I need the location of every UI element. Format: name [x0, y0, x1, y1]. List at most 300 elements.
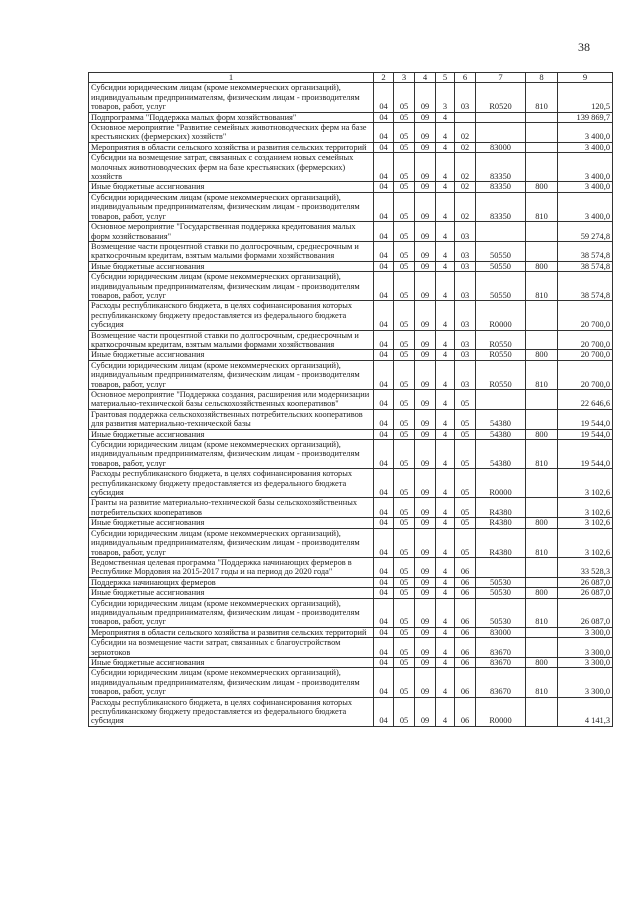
table-row [89, 390, 613, 410]
row-code-c6: 03 [455, 330, 476, 350]
row-code-c7: R0550 [476, 360, 526, 389]
row-code-c4: 09 [415, 272, 436, 301]
header-cell: 9 [558, 73, 613, 83]
row-code-c4: 09 [415, 440, 436, 469]
row-code-c5: 4 [436, 330, 455, 350]
row-amount: 3 400,0 [558, 142, 613, 152]
row-code-c4: 09 [415, 429, 436, 439]
row-code-c6: 03 [455, 350, 476, 360]
row-code-c8: 800 [526, 429, 558, 439]
header-cell: 3 [394, 73, 415, 83]
row-code-c5: 4 [436, 528, 455, 557]
row-amount: 22 646,6 [558, 390, 613, 410]
row-code-c8 [526, 469, 558, 498]
row-code-c8 [526, 390, 558, 410]
row-code-c4: 09 [415, 182, 436, 192]
header-cell: 5 [436, 73, 455, 83]
row-code-c3: 05 [394, 390, 415, 410]
row-code-c5: 4 [436, 123, 455, 143]
row-code-c8 [526, 498, 558, 518]
row-amount: 26 087,0 [558, 598, 613, 627]
table-row [89, 627, 613, 637]
row-name: Иные бюджетные ассигнования [89, 350, 374, 360]
row-name: Иные бюджетные ассигнования [89, 518, 374, 528]
row-code-c7: R0550 [476, 350, 526, 360]
row-name: Мероприятия в области сельского хозяйства и развития сельских территорий [89, 627, 374, 637]
row-code-c5: 4 [436, 301, 455, 330]
row-code-c5: 4 [436, 627, 455, 637]
row-code-c4: 09 [415, 588, 436, 598]
row-code-c2: 04 [374, 182, 394, 192]
row-code-c4: 09 [415, 192, 436, 221]
row-code-c8: 810 [526, 440, 558, 469]
row-code-c2: 04 [374, 330, 394, 350]
row-amount: 3 400,0 [558, 182, 613, 192]
row-amount: 20 700,0 [558, 350, 613, 360]
row-code-c3: 05 [394, 598, 415, 627]
table-row [89, 498, 613, 518]
row-name: Возмещение части процентной ставки по долгосрочным, среднесрочным и краткосрочным кредитам, взятым малыми формами хозяйствования [89, 241, 374, 261]
table-row [89, 272, 613, 301]
row-code-c5: 4 [436, 657, 455, 667]
row-name: Подпрограмма "Поддержка малых форм хозяйствования" [89, 112, 374, 122]
row-code-c5: 4 [436, 350, 455, 360]
row-amount: 120,5 [558, 83, 613, 112]
row-name: Субсидии юридическим лицам (кроме некоммерческих организаций), индивидуальным предпринимателям, физическим лицам - производителям товаров, работ, услуг [89, 440, 374, 469]
row-code-c6: 05 [455, 528, 476, 557]
row-name: Субсидии юридическим лицам (кроме некоммерческих организаций), индивидуальным предпринимателям, физическим лицам - производителям товаров, работ, услуг [89, 528, 374, 557]
row-code-c3: 05 [394, 409, 415, 429]
row-code-c4: 09 [415, 261, 436, 271]
row-code-c6: 03 [455, 241, 476, 261]
row-code-c4: 09 [415, 528, 436, 557]
row-code-c4: 09 [415, 638, 436, 658]
row-amount: 3 300,0 [558, 638, 613, 658]
row-code-c2: 04 [374, 627, 394, 637]
row-code-c2: 04 [374, 440, 394, 469]
row-code-c2: 04 [374, 469, 394, 498]
table-row [89, 588, 613, 598]
row-code-c6: 05 [455, 390, 476, 410]
row-code-c3: 05 [394, 638, 415, 658]
row-code-c4: 09 [415, 598, 436, 627]
row-code-c7: R4380 [476, 528, 526, 557]
row-name: Расходы республиканского бюджета, в целях софинансирования которых республиканскому бюджету предоставляется из федерального бюджета субсидия [89, 469, 374, 498]
table-row [89, 697, 613, 726]
row-code-c7: 83670 [476, 638, 526, 658]
row-code-c8: 800 [526, 518, 558, 528]
row-name: Субсидии юридическим лицам (кроме некоммерческих организаций), индивидуальным предпринимателям, физическим лицам - производителям товаров, работ, услуг [89, 192, 374, 221]
row-code-c8 [526, 142, 558, 152]
row-amount: 3 400,0 [558, 123, 613, 143]
row-name: Гранты на развитие материально-технической базы сельскохозяйственных потребительских кооперативов [89, 498, 374, 518]
table-row [89, 657, 613, 667]
row-code-c4: 09 [415, 360, 436, 389]
row-name: Расходы республиканского бюджета, в целях софинансирования которых республиканскому бюджету предоставляется из федерального бюджета субсидия [89, 301, 374, 330]
row-code-c7 [476, 123, 526, 143]
row-code-c2: 04 [374, 697, 394, 726]
row-code-c6: 06 [455, 657, 476, 667]
row-code-c4: 09 [415, 112, 436, 122]
row-code-c5: 4 [436, 638, 455, 658]
row-code-c6: 06 [455, 627, 476, 637]
row-code-c7: 50530 [476, 577, 526, 587]
row-code-c3: 05 [394, 272, 415, 301]
table-row [89, 668, 613, 697]
row-code-c3: 05 [394, 261, 415, 271]
row-code-c3: 05 [394, 440, 415, 469]
row-code-c3: 05 [394, 528, 415, 557]
row-code-c8: 810 [526, 192, 558, 221]
row-code-c2: 04 [374, 272, 394, 301]
row-code-c6: 06 [455, 638, 476, 658]
row-code-c6: 05 [455, 409, 476, 429]
row-code-c3: 05 [394, 192, 415, 221]
row-code-c8: 810 [526, 598, 558, 627]
row-code-c8: 800 [526, 261, 558, 271]
row-code-c8 [526, 241, 558, 261]
row-name: Субсидии юридическим лицам (кроме некоммерческих организаций), индивидуальным предпринимателям, физическим лицам - производителям товаров, работ, услуг [89, 360, 374, 389]
row-code-c8: 800 [526, 588, 558, 598]
row-code-c2: 04 [374, 668, 394, 697]
row-code-c5: 4 [436, 390, 455, 410]
row-code-c8 [526, 627, 558, 637]
row-code-c2: 04 [374, 577, 394, 587]
row-name: Основное мероприятие "Государственная поддержка кредитования малых форм хозяйствования" [89, 222, 374, 242]
table-row [89, 261, 613, 271]
table-row [89, 330, 613, 350]
row-code-c6: 02 [455, 142, 476, 152]
row-code-c7: 54380 [476, 429, 526, 439]
row-code-c8 [526, 153, 558, 182]
row-code-c6: 05 [455, 518, 476, 528]
row-code-c6: 05 [455, 498, 476, 518]
row-code-c3: 05 [394, 350, 415, 360]
row-amount: 4 141,3 [558, 697, 613, 726]
table-row [89, 222, 613, 242]
row-code-c3: 05 [394, 429, 415, 439]
row-code-c7: R4380 [476, 498, 526, 518]
row-amount: 59 274,8 [558, 222, 613, 242]
row-amount: 3 102,6 [558, 469, 613, 498]
row-code-c2: 04 [374, 142, 394, 152]
row-code-c3: 05 [394, 182, 415, 192]
row-code-c5: 4 [436, 429, 455, 439]
row-code-c6: 02 [455, 123, 476, 143]
row-amount: 19 544,0 [558, 440, 613, 469]
row-code-c6: 05 [455, 469, 476, 498]
row-code-c2: 04 [374, 153, 394, 182]
row-amount: 3 102,6 [558, 518, 613, 528]
row-code-c3: 05 [394, 588, 415, 598]
row-code-c2: 04 [374, 588, 394, 598]
row-code-c4: 09 [415, 627, 436, 637]
row-code-c2: 04 [374, 638, 394, 658]
row-code-c2: 04 [374, 598, 394, 627]
row-code-c3: 05 [394, 518, 415, 528]
row-code-c4: 09 [415, 222, 436, 242]
table-row [89, 182, 613, 192]
row-code-c6: 06 [455, 668, 476, 697]
table-row [89, 241, 613, 261]
row-code-c4: 09 [415, 469, 436, 498]
row-code-c5: 4 [436, 518, 455, 528]
row-code-c5: 4 [436, 112, 455, 122]
row-code-c8: 810 [526, 668, 558, 697]
header-row [89, 73, 613, 83]
row-code-c4: 09 [415, 330, 436, 350]
row-code-c6: 06 [455, 557, 476, 577]
row-code-c7: 54380 [476, 440, 526, 469]
row-name: Субсидии юридическим лицам (кроме некоммерческих организаций), индивидуальным предпринимателям, физическим лицам - производителям товаров, работ, услуг [89, 272, 374, 301]
row-name: Поддержка начинающих фермеров [89, 577, 374, 587]
row-code-c2: 04 [374, 498, 394, 518]
row-amount: 20 700,0 [558, 360, 613, 389]
row-amount: 3 300,0 [558, 657, 613, 667]
row-code-c4: 09 [415, 668, 436, 697]
row-name: Основное мероприятие "Поддержка создания, расширения или модернизации материально-технической базы сельскохозяйственных кооперативов" [89, 390, 374, 410]
row-code-c4: 09 [415, 390, 436, 410]
row-code-c7: R0550 [476, 330, 526, 350]
table-row [89, 350, 613, 360]
row-code-c8: 810 [526, 528, 558, 557]
row-code-c6: 03 [455, 261, 476, 271]
row-code-c3: 05 [394, 657, 415, 667]
table-row [89, 557, 613, 577]
table-row [89, 598, 613, 627]
row-code-c6 [455, 112, 476, 122]
row-name: Иные бюджетные ассигнования [89, 657, 374, 667]
row-code-c2: 04 [374, 429, 394, 439]
row-code-c3: 05 [394, 222, 415, 242]
row-code-c8: 810 [526, 272, 558, 301]
row-name: Субсидии юридическим лицам (кроме некоммерческих организаций), индивидуальным предпринимателям, физическим лицам - производителям товаров, работ, услуг [89, 598, 374, 627]
row-code-c3: 05 [394, 142, 415, 152]
row-code-c3: 05 [394, 83, 415, 112]
row-code-c5: 4 [436, 153, 455, 182]
row-amount: 3 102,6 [558, 528, 613, 557]
row-code-c5: 3 [436, 83, 455, 112]
row-code-c7: R0000 [476, 697, 526, 726]
row-code-c3: 05 [394, 123, 415, 143]
row-code-c5: 4 [436, 360, 455, 389]
row-name: Основное мероприятие "Развитие семейных животноводческих ферм на базе крестьянских (фермерских) хозяйств" [89, 123, 374, 143]
row-code-c6: 03 [455, 222, 476, 242]
row-code-c5: 4 [436, 598, 455, 627]
row-amount: 19 544,0 [558, 429, 613, 439]
row-code-c4: 09 [415, 518, 436, 528]
row-code-c7: 50550 [476, 272, 526, 301]
row-code-c4: 09 [415, 83, 436, 112]
row-code-c4: 09 [415, 697, 436, 726]
row-code-c6: 06 [455, 697, 476, 726]
row-code-c2: 04 [374, 557, 394, 577]
row-code-c5: 4 [436, 409, 455, 429]
row-code-c8 [526, 409, 558, 429]
row-code-c5: 4 [436, 192, 455, 221]
row-code-c4: 09 [415, 142, 436, 152]
row-amount: 3 400,0 [558, 192, 613, 221]
row-code-c2: 04 [374, 123, 394, 143]
row-code-c8: 810 [526, 360, 558, 389]
row-code-c5: 4 [436, 697, 455, 726]
table-row [89, 142, 613, 152]
row-name: Возмещение части процентной ставки по долгосрочным, среднесрочным и краткосрочным кредитам, взятым малыми формами хозяйствования [89, 330, 374, 350]
table-header [89, 73, 613, 83]
row-code-c2: 04 [374, 528, 394, 557]
row-amount: 3 300,0 [558, 627, 613, 637]
row-code-c8 [526, 112, 558, 122]
row-code-c6: 02 [455, 153, 476, 182]
row-code-c7: 50530 [476, 598, 526, 627]
row-code-c2: 04 [374, 241, 394, 261]
row-amount: 38 574,8 [558, 241, 613, 261]
row-amount: 20 700,0 [558, 330, 613, 350]
row-name: Иные бюджетные ассигнования [89, 429, 374, 439]
row-name: Субсидии юридическим лицам (кроме некоммерческих организаций), индивидуальным предпринимателям, физическим лицам - производителям товаров, работ, услуг [89, 668, 374, 697]
row-name: Ведомственная целевая программа "Поддержка начинающих фермеров в Республике Мордовия на 2015-2017 годы и на период до 2020 года" [89, 557, 374, 577]
row-code-c7: R0520 [476, 83, 526, 112]
row-amount: 26 087,0 [558, 577, 613, 587]
row-code-c6: 06 [455, 577, 476, 587]
budget-table [88, 72, 613, 727]
row-code-c3: 05 [394, 557, 415, 577]
row-code-c6: 05 [455, 440, 476, 469]
row-code-c2: 04 [374, 350, 394, 360]
row-code-c4: 09 [415, 241, 436, 261]
row-name: Расходы республиканского бюджета, в целях софинансирования которых республиканскому бюджету предоставляется из федерального бюджета субсидия [89, 697, 374, 726]
row-code-c7: 83670 [476, 657, 526, 667]
table-row [89, 440, 613, 469]
row-code-c8 [526, 123, 558, 143]
table-row [89, 528, 613, 557]
row-code-c2: 04 [374, 222, 394, 242]
row-name: Иные бюджетные ассигнования [89, 588, 374, 598]
row-code-c7 [476, 390, 526, 410]
row-code-c3: 05 [394, 627, 415, 637]
row-code-c6: 06 [455, 588, 476, 598]
row-code-c5: 4 [436, 261, 455, 271]
row-code-c8 [526, 638, 558, 658]
row-code-c4: 09 [415, 657, 436, 667]
table-row [89, 360, 613, 389]
row-code-c2: 04 [374, 409, 394, 429]
header-cell: 8 [526, 73, 558, 83]
row-name: Мероприятия в области сельского хозяйства и развития сельских территорий [89, 142, 374, 152]
row-code-c6: 02 [455, 182, 476, 192]
row-amount: 139 869,7 [558, 112, 613, 122]
row-code-c5: 4 [436, 469, 455, 498]
row-code-c3: 05 [394, 330, 415, 350]
row-code-c4: 09 [415, 301, 436, 330]
row-code-c7: 50550 [476, 241, 526, 261]
row-code-c2: 04 [374, 192, 394, 221]
row-code-c5: 4 [436, 588, 455, 598]
row-code-c8: 800 [526, 657, 558, 667]
row-code-c2: 04 [374, 360, 394, 389]
header-cell: 6 [455, 73, 476, 83]
row-code-c6: 03 [455, 272, 476, 301]
row-code-c7: R4380 [476, 518, 526, 528]
table-row [89, 469, 613, 498]
row-code-c2: 04 [374, 301, 394, 330]
table-row [89, 112, 613, 122]
row-code-c7: 54380 [476, 409, 526, 429]
row-code-c6: 05 [455, 429, 476, 439]
row-code-c4: 09 [415, 350, 436, 360]
row-code-c8 [526, 330, 558, 350]
row-code-c7: 83350 [476, 182, 526, 192]
row-code-c4: 09 [415, 153, 436, 182]
row-amount: 33 528,3 [558, 557, 613, 577]
row-amount: 38 574,8 [558, 261, 613, 271]
row-code-c2: 04 [374, 83, 394, 112]
header-cell: 2 [374, 73, 394, 83]
row-name: Субсидии на возмещение части затрат, связанных с благоустройством зернотоков [89, 638, 374, 658]
row-code-c8 [526, 557, 558, 577]
row-code-c4: 09 [415, 123, 436, 143]
row-code-c5: 4 [436, 272, 455, 301]
row-code-c3: 05 [394, 498, 415, 518]
row-amount: 20 700,0 [558, 301, 613, 330]
row-amount: 3 102,6 [558, 498, 613, 518]
row-name: Иные бюджетные ассигнования [89, 261, 374, 271]
row-code-c7: 50530 [476, 588, 526, 598]
header-cell: 1 [89, 73, 374, 83]
row-code-c5: 4 [436, 440, 455, 469]
row-code-c4: 09 [415, 577, 436, 587]
row-code-c7 [476, 112, 526, 122]
row-code-c3: 05 [394, 360, 415, 389]
table-row [89, 192, 613, 221]
row-code-c8: 800 [526, 182, 558, 192]
row-code-c6: 03 [455, 301, 476, 330]
row-code-c6: 06 [455, 598, 476, 627]
row-code-c2: 04 [374, 518, 394, 528]
row-code-c3: 05 [394, 577, 415, 587]
row-code-c5: 4 [436, 241, 455, 261]
row-amount: 19 544,0 [558, 409, 613, 429]
row-code-c8 [526, 577, 558, 587]
row-code-c7: 83000 [476, 142, 526, 152]
row-code-c3: 05 [394, 469, 415, 498]
row-code-c4: 09 [415, 557, 436, 577]
row-code-c8 [526, 301, 558, 330]
row-code-c8: 800 [526, 350, 558, 360]
row-amount: 38 574,8 [558, 272, 613, 301]
table-row [89, 518, 613, 528]
row-name: Субсидии на возмещение затрат, связанных с созданием новых семейных молочных животноводческих ферм на базе крестьянских (фермерских) хозяйств [89, 153, 374, 182]
row-code-c8: 810 [526, 83, 558, 112]
row-code-c2: 04 [374, 261, 394, 271]
row-code-c3: 05 [394, 241, 415, 261]
row-code-c4: 09 [415, 498, 436, 518]
header-cell: 7 [476, 73, 526, 83]
row-code-c4: 09 [415, 409, 436, 429]
row-code-c5: 4 [436, 182, 455, 192]
page-number: 38 [578, 40, 590, 54]
row-code-c6: 03 [455, 360, 476, 389]
row-code-c7: 83670 [476, 668, 526, 697]
row-code-c3: 05 [394, 668, 415, 697]
row-code-c7 [476, 222, 526, 242]
row-name: Субсидии юридическим лицам (кроме некоммерческих организаций), индивидуальным предпринимателям, физическим лицам - производителям товаров, работ, услуг [89, 83, 374, 112]
row-code-c5: 4 [436, 557, 455, 577]
table-row [89, 153, 613, 182]
row-code-c3: 05 [394, 301, 415, 330]
row-code-c3: 05 [394, 697, 415, 726]
row-code-c8 [526, 697, 558, 726]
